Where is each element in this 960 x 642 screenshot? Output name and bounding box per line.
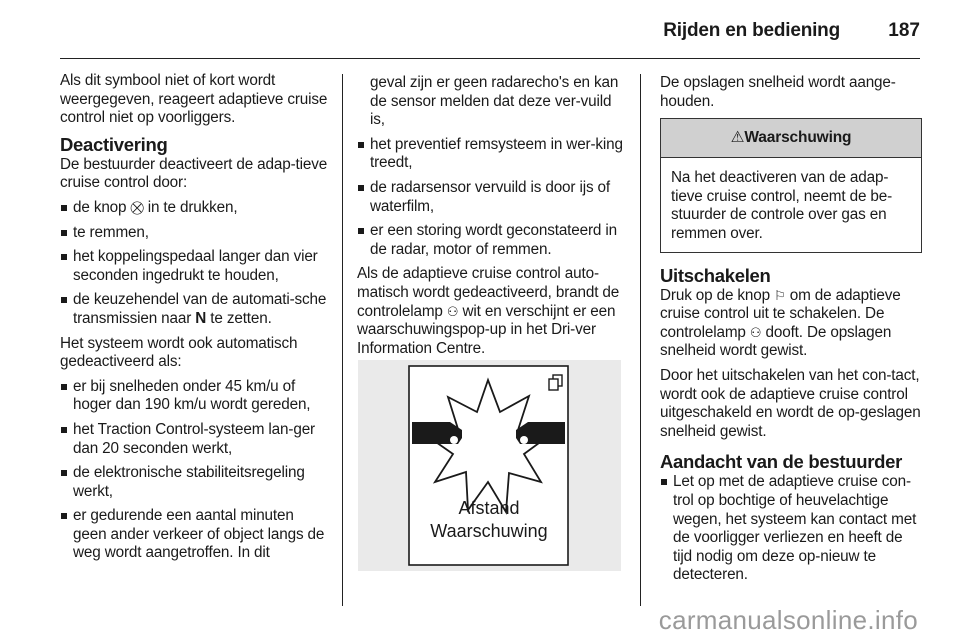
list-item: het koppelingspedaal langer dan vier seconden ingedrukt te houden,: [60, 248, 328, 285]
list-item: er een storing wordt geconstateerd in de radar, motor of remmen.: [357, 222, 625, 259]
column-divider: [640, 74, 641, 606]
figure-label-line2: Waarschuwing: [430, 521, 548, 541]
list-item: Let op met de adaptieve cruise con-trol op bochtige of heuvelachtige wegen, het systeem kan contact met de voorligger verliezen en heeft de tijd nodig om deze op-nieuw te detecteren.: [660, 473, 922, 585]
list-item: de keuzehendel van de automati-sche transmissien naar N te zetten.: [60, 291, 328, 328]
heading-deactivering: Deactivering: [60, 133, 168, 155]
list-item: er bij snelheden onder 45 km/u of hoger dan 190 km/u wordt gereden,: [60, 378, 328, 415]
column-3: [660, 74, 922, 591]
list-item: de knop ⛒ in te drukken,: [60, 199, 328, 218]
section-title: Rijden en bediening: [663, 20, 840, 41]
figure-label-line1: Afstand: [458, 498, 520, 518]
distance-button-icon: ⛒: [130, 199, 144, 215]
indicator-lamp-icon: ⚇: [749, 324, 762, 340]
switch-off-paragraph: Druk op de knop ⚐ om de adaptieve cruise control uit te schakelen. De controlelamp ⚇ dooft. De opslagen snelheid wordt gewist.: [660, 286, 901, 360]
attention-list: [660, 473, 922, 585]
watermark: carmanualsonline.info: [658, 605, 918, 635]
deactivation-lead: De bestuurder deactiveert de adap-tieve cruise control door:: [60, 155, 328, 192]
list-item: de elektronische stabiliteitsregeling werkt,: [60, 464, 328, 501]
warning-text: Na het deactiveren van de adap-tieve cruise control, neemt de be-stuurder de controle over gas en remmen over.: [671, 169, 893, 242]
deactivation-list: [60, 199, 328, 329]
intro-paragraph: Als dit symbool niet of kort wordt weergegeven, reageert adaptieve cruise control niet op voorliggers.: [60, 72, 328, 127]
list-item: de radarsensor vervuild is door ijs of waterfilm,: [357, 179, 625, 216]
speed-kept-paragraph: De opslagen snelheid wordt aange-houden.: [660, 74, 896, 110]
gear-n-label: N: [195, 309, 207, 327]
column-1: [60, 72, 328, 569]
column-divider: [342, 74, 343, 606]
warning-box: [660, 118, 922, 252]
list-item: te remmen,: [60, 224, 328, 243]
auto-deactivation-lead: Het systeem wordt ook automatisch gedeactiveerd als:: [60, 334, 298, 371]
page-header: [60, 0, 920, 59]
auto-deactivation-list: [60, 378, 328, 563]
distance-warning-illustration: [358, 360, 621, 571]
ignition-off-paragraph: Door het uitschakelen van het con-tact, wordt ook de adaptieve cruise control uitgeschakeld en wordt de op-geslagen snelheid gewist.: [660, 366, 921, 440]
heading-uitschakelen: Uitschakelen: [660, 264, 771, 286]
warning-header: [661, 119, 921, 158]
warning-triangle-icon: ⚠: [730, 129, 745, 147]
cruise-off-button-icon: ⚐: [774, 287, 786, 303]
indicator-lamp-icon: ⚇: [446, 303, 459, 319]
column-2: [357, 74, 625, 364]
list-item: het preventief remsysteem in wer-king treedt,: [357, 136, 625, 173]
list-item: het Traction Control-systeem lan-ger dan 20 seconden werkt,: [60, 421, 328, 458]
continued-list: [357, 136, 625, 260]
continued-item: geval zijn er geen radarecho's en kan de sensor melden dat deze ver-vuild is,: [370, 74, 619, 129]
auto-deactivation-paragraph: Als de adaptieve cruise control auto-matisch wordt gedeactiveerd, brandt de controlelamp ⚇ wit en verschijnt er een waarschuwingspop-up in het Dri-ver Information Centre.: [357, 265, 620, 357]
distance-warning-figure: [358, 360, 621, 571]
list-item: er gedurende een aantal minuten geen ander verkeer of object langs de weg wordt aangetroffen. In dit: [60, 507, 328, 563]
warning-title: Waarschuwing: [744, 129, 852, 147]
page-number: 187: [888, 20, 920, 41]
heading-driver-attention: Aandacht van de bestuurder: [660, 451, 903, 473]
